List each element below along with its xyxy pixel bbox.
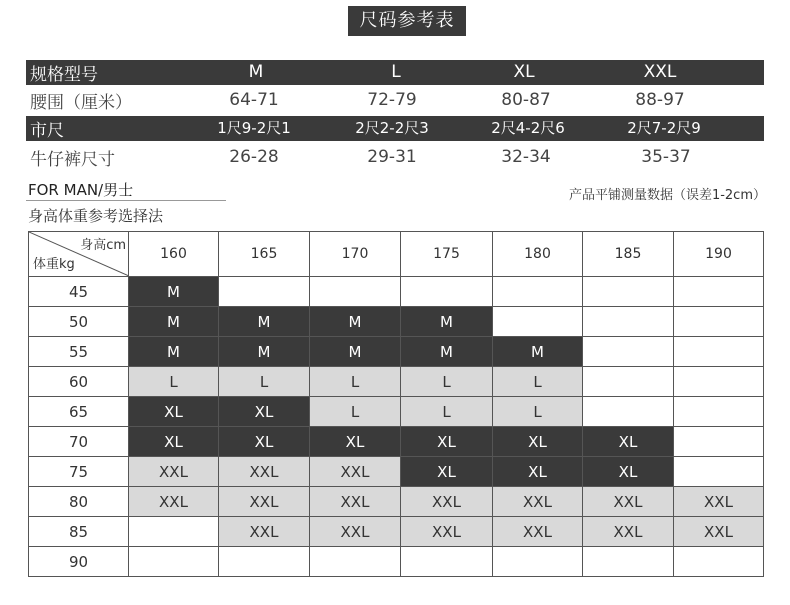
size-cell xyxy=(129,517,219,547)
size-cell: M xyxy=(129,307,219,337)
spec-label: 腰围（厘米） xyxy=(30,93,132,113)
size-cell xyxy=(674,427,764,457)
size-cell: M xyxy=(310,337,401,367)
spec-value: L xyxy=(391,62,401,82)
size-cell: XXL xyxy=(129,457,219,487)
size-cell xyxy=(310,547,401,577)
size-cell: XL xyxy=(310,427,401,457)
size-cell xyxy=(583,277,674,307)
spec-value: 80-87 xyxy=(501,90,551,110)
spec-value: 2尺4-2尺6 xyxy=(491,119,565,137)
weight-label: 50 xyxy=(29,307,129,337)
weight-label: 80 xyxy=(29,487,129,517)
size-cell: XL xyxy=(583,457,674,487)
height-header: 170 xyxy=(310,232,401,277)
size-cell xyxy=(401,277,493,307)
size-cell xyxy=(493,277,583,307)
spec-row-waist xyxy=(26,88,764,113)
spec-row-chinese-feet xyxy=(26,116,764,141)
height-header: 165 xyxy=(219,232,310,277)
size-cell xyxy=(674,307,764,337)
size-cell: L xyxy=(493,367,583,397)
size-cell: M xyxy=(310,307,401,337)
size-cell: M xyxy=(493,337,583,367)
spec-value: 26-28 xyxy=(229,147,279,167)
size-cell: L xyxy=(401,397,493,427)
size-cell: L xyxy=(401,367,493,397)
size-cell: XXL xyxy=(401,517,493,547)
spec-value: 64-71 xyxy=(229,90,279,110)
size-cell xyxy=(674,457,764,487)
table-row xyxy=(29,367,764,397)
size-cell xyxy=(219,547,310,577)
size-cell: XXL xyxy=(310,487,401,517)
size-cell xyxy=(129,547,219,577)
size-cell xyxy=(674,397,764,427)
size-cell: M xyxy=(219,307,310,337)
spec-value: 72-79 xyxy=(367,90,417,110)
spec-row-model xyxy=(26,60,764,85)
size-cell: XL xyxy=(583,427,674,457)
table-row xyxy=(29,397,764,427)
section-heading: FOR MAN/男士 xyxy=(28,181,134,199)
height-header: 160 xyxy=(129,232,219,277)
section-subtitle: 身高体重参考选择法 xyxy=(28,207,164,225)
weight-label: 65 xyxy=(29,397,129,427)
size-cell xyxy=(674,367,764,397)
size-cell xyxy=(583,307,674,337)
table-row xyxy=(29,547,764,577)
size-cell: XXL xyxy=(219,517,310,547)
table-row xyxy=(29,427,764,457)
size-cell: M xyxy=(129,277,219,307)
size-cell xyxy=(219,277,310,307)
weight-label: 45 xyxy=(29,277,129,307)
spec-value: 29-31 xyxy=(367,147,417,167)
weight-label: 60 xyxy=(29,367,129,397)
size-cell: XL xyxy=(129,397,219,427)
size-cell: L xyxy=(129,367,219,397)
size-cell xyxy=(583,367,674,397)
table-row xyxy=(29,277,764,307)
measurement-note: 产品平铺测量数据（误差1-2cm） xyxy=(568,188,766,203)
size-cell: XXL xyxy=(310,517,401,547)
size-cell xyxy=(583,547,674,577)
table-row xyxy=(29,457,764,487)
table-row xyxy=(29,337,764,367)
size-cell: XL xyxy=(129,427,219,457)
weight-label: 55 xyxy=(29,337,129,367)
spec-value: 32-34 xyxy=(501,147,551,167)
weight-label: 85 xyxy=(29,517,129,547)
table-row xyxy=(29,517,764,547)
grid-body xyxy=(29,277,764,577)
spec-value: 35-37 xyxy=(641,147,691,167)
spec-row-jeans-size xyxy=(26,145,764,170)
size-cell: M xyxy=(129,337,219,367)
weight-label: 70 xyxy=(29,427,129,457)
grid-corner xyxy=(29,232,129,277)
spec-label: 市尺 xyxy=(30,121,64,141)
size-cell: XXL xyxy=(493,487,583,517)
height-header: 185 xyxy=(583,232,674,277)
size-cell xyxy=(674,547,764,577)
size-cell: XL xyxy=(401,457,493,487)
size-cell: M xyxy=(401,307,493,337)
size-cell: XXL xyxy=(129,487,219,517)
size-cell: XL xyxy=(401,427,493,457)
height-header: 180 xyxy=(493,232,583,277)
size-cell: M xyxy=(219,337,310,367)
size-cell: XXL xyxy=(219,487,310,517)
size-cell xyxy=(583,337,674,367)
size-cell: L xyxy=(310,367,401,397)
height-axis-label: 身高cm xyxy=(80,238,126,253)
page-title: 尺码参考表 xyxy=(348,6,466,36)
spec-value: 2尺2-2尺3 xyxy=(355,119,429,137)
spec-value: 88-97 xyxy=(635,90,685,110)
weight-axis-label: 体重kg xyxy=(33,257,75,272)
spec-value: 2尺7-2尺9 xyxy=(627,119,701,137)
spec-label: 规格型号 xyxy=(30,65,98,85)
spec-value: M xyxy=(248,62,264,82)
size-cell xyxy=(674,337,764,367)
size-cell: XXL xyxy=(674,517,764,547)
size-cell: L xyxy=(310,397,401,427)
size-cell: XL xyxy=(493,427,583,457)
spec-value: XXL xyxy=(643,62,677,82)
weight-label: 90 xyxy=(29,547,129,577)
size-cell xyxy=(583,397,674,427)
size-cell: XL xyxy=(493,457,583,487)
size-cell xyxy=(674,277,764,307)
size-cell: XXL xyxy=(310,457,401,487)
weight-label: 75 xyxy=(29,457,129,487)
spec-value: XL xyxy=(513,62,535,82)
size-cell: XL xyxy=(219,427,310,457)
size-cell: L xyxy=(493,397,583,427)
size-cell: XXL xyxy=(401,487,493,517)
size-grid xyxy=(28,231,764,577)
spec-label: 牛仔裤尺寸 xyxy=(30,150,115,170)
spec-value: 1尺9-2尺1 xyxy=(217,119,291,137)
size-cell xyxy=(493,547,583,577)
size-cell: XXL xyxy=(219,457,310,487)
size-cell: XXL xyxy=(583,517,674,547)
size-cell: XXL xyxy=(674,487,764,517)
table-row xyxy=(29,307,764,337)
size-cell: XXL xyxy=(493,517,583,547)
size-cell xyxy=(310,277,401,307)
size-cell: XXL xyxy=(583,487,674,517)
size-cell: M xyxy=(401,337,493,367)
size-cell: L xyxy=(219,367,310,397)
divider xyxy=(26,200,226,201)
size-cell xyxy=(493,307,583,337)
table-row xyxy=(29,487,764,517)
height-header: 175 xyxy=(401,232,493,277)
height-header: 190 xyxy=(674,232,764,277)
size-cell xyxy=(401,547,493,577)
size-cell: XL xyxy=(219,397,310,427)
